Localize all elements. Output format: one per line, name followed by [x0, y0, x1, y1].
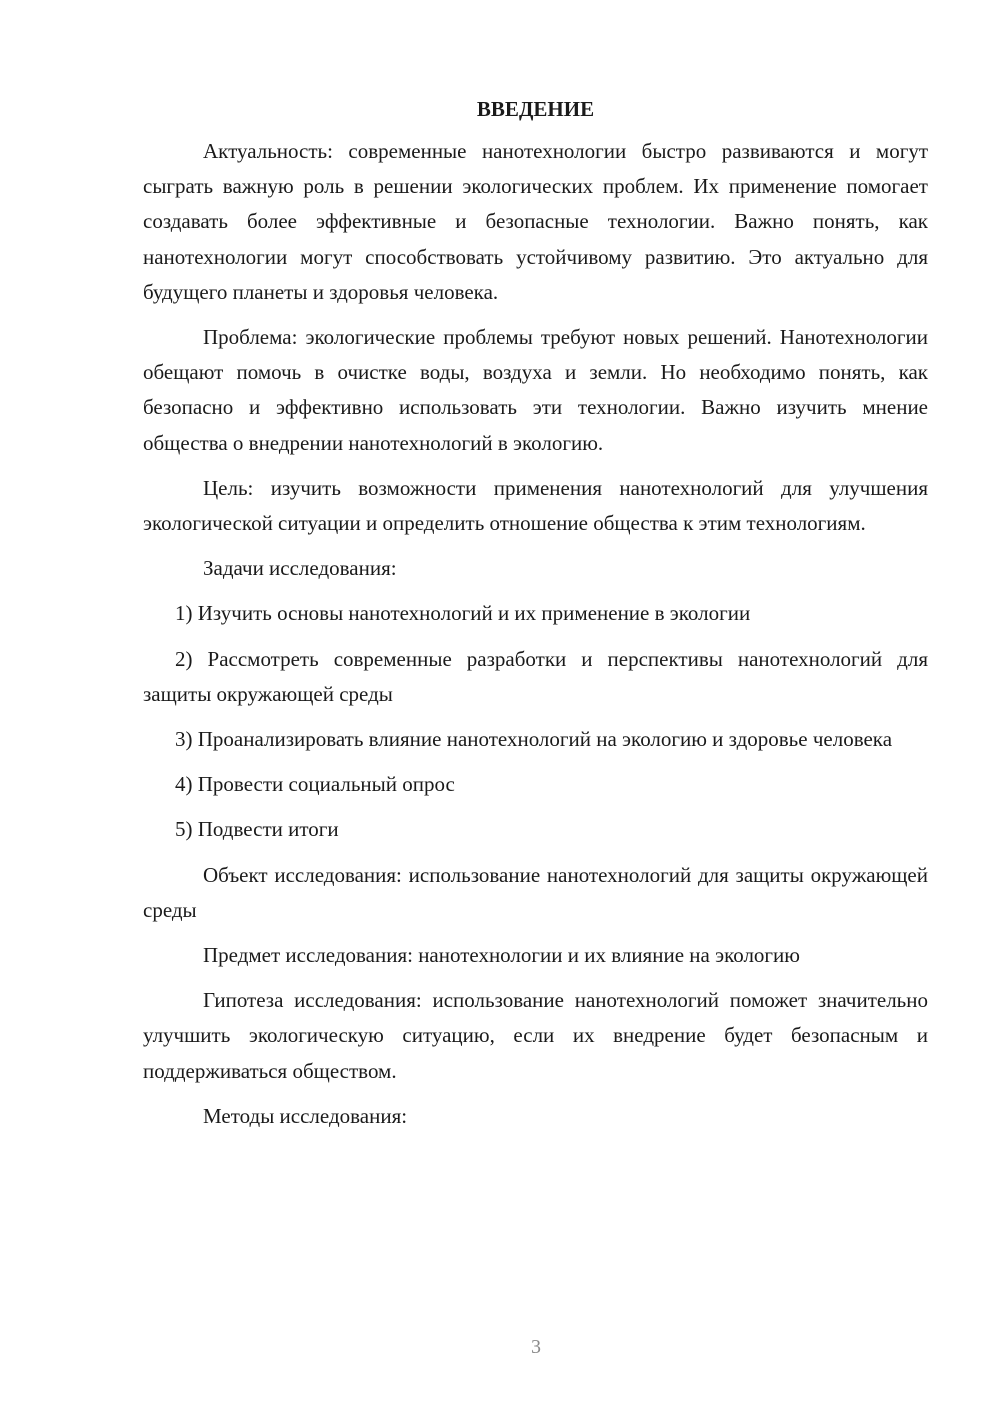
- page-number: 3: [531, 1336, 541, 1358]
- paragraph-object: Объект исследования: использование нанотехнологий для защиты окружающей среды: [143, 862, 928, 922]
- paragraph-subject: Предмет исследования: нанотехнологии и их влияние на экологию: [203, 943, 800, 968]
- paragraph-goal: Цель: изучить возможности применения нанотехнологий для улучшения экологической ситуации и определить отношение общества к этим технологиям.: [143, 475, 928, 536]
- paragraph-hypothesis: Гипотеза исследования: использование нанотехнологий поможет значительно улучшить экологическую ситуацию, если их внедрение будет безопасным и поддерживаться обществом.: [143, 988, 928, 1083]
- task-item-3: 3) Проанализировать влияние нанотехнологий на экологию и здоровье человека: [175, 727, 893, 752]
- paragraph-problem: Проблема: экологические проблемы требуют новых решений. Нанотехнологии обещают помочь в очистке воды, воздуха и земли. Но необходимо понять, как безопасно и эффективно использовать эти технологии. Важно изучить мнение общества о внедрении нанотехнологий в экологию.: [143, 325, 928, 455]
- section-title: ВВЕДЕНИЕ: [476, 97, 595, 121]
- paragraph-relevance: Актуальность: современные нанотехнологии быстро развиваются и могут сыграть важную роль в решении экологических проблем. Их применение помогает создавать более эффективные и безопасные технологии. Важно понять, как нанотехнологии могут способствовать устойчивому развитию. Это актуально для будущего планеты и здоровья человека.: [143, 139, 928, 304]
- document-page: [143, 92, 928, 1144]
- task-item-2: 2) Рассмотреть современные разработки и перспективы нанотехнологий для защиты окружающей среды: [143, 646, 928, 706]
- task-item-4: 4) Провести социальный опрос: [175, 772, 455, 797]
- task-item-1: 1) Изучить основы нанотехнологий и их применение в экологии: [175, 601, 751, 626]
- tasks-heading: Задачи исследования:: [203, 556, 397, 581]
- methods-heading: Методы исследования:: [203, 1103, 408, 1128]
- task-item-5: 5) Подвести итоги: [175, 817, 339, 842]
